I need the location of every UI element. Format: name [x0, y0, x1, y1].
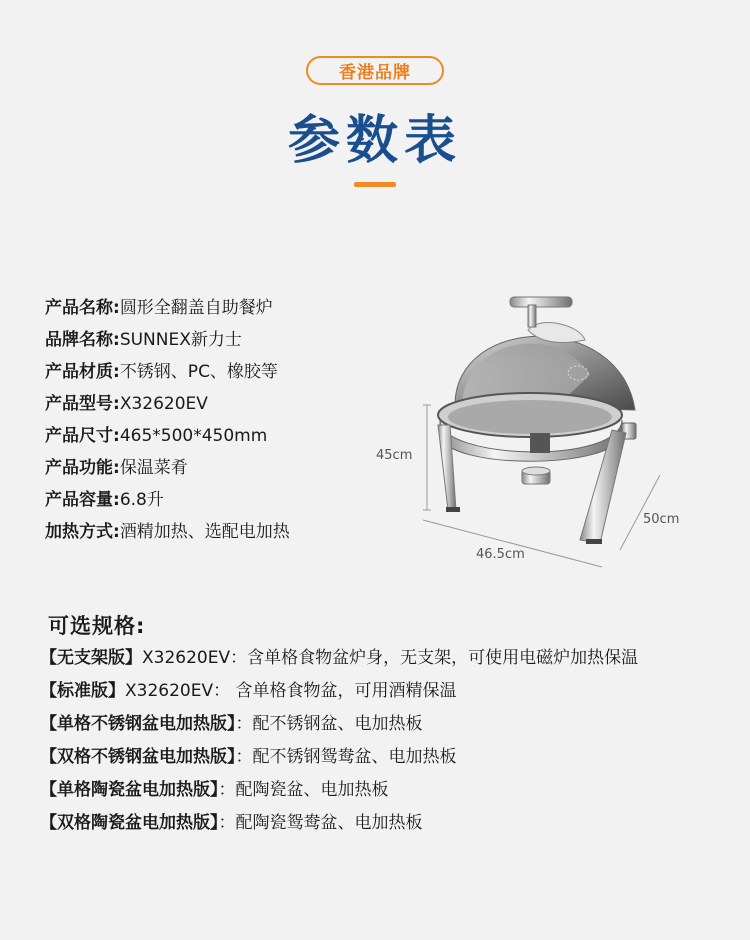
page-title: 参数表 [287, 111, 462, 171]
spec-row-brand [45, 328, 290, 360]
option-item [40, 810, 638, 843]
option-value: X32620EV：含单格食物盆炉身，无支架，可使用电磁炉加热保温 [142, 648, 639, 668]
spec-value: 不锈钢、PC、橡胶等 [119, 362, 278, 382]
spec-value: SUNNEX新力士 [119, 330, 242, 350]
spec-key: 产品名称: [45, 298, 120, 318]
spec-row-capacity [45, 488, 290, 520]
option-value: ：配陶瓷盆、电加热板 [218, 780, 389, 800]
option-item [40, 711, 638, 744]
option-value: ：配不锈钢鸳鸯盆、电加热板 [235, 747, 457, 767]
options-title: 可选规格: [48, 614, 146, 638]
option-key: 【标准版】 [40, 681, 125, 701]
spec-list [45, 296, 290, 552]
option-item [40, 744, 638, 777]
spec-value: X32620EV [119, 394, 208, 414]
option-value: ：配不锈钢盆、电加热板 [235, 714, 423, 734]
brand-badge: 香港品牌 [306, 56, 444, 85]
spec-key: 加热方式: [45, 522, 120, 542]
spec-value: 465*500*450mm [119, 426, 268, 446]
option-item [40, 678, 638, 711]
dimension-width: 46.5cm [476, 547, 525, 562]
chafing-dish-image [360, 285, 710, 575]
spec-row-material [45, 360, 290, 392]
option-item [40, 777, 638, 810]
spec-key: 产品材质: [45, 362, 120, 382]
option-key: 【单格陶瓷盆电加热版】 [40, 780, 219, 800]
spec-row-heating [45, 520, 290, 552]
product-illustration [360, 285, 710, 575]
option-key: 【双格陶瓷盆电加热版】 [40, 813, 219, 833]
option-item [40, 645, 638, 678]
option-key: 【无支架版】 [40, 648, 142, 668]
spec-row-model [45, 392, 290, 424]
spec-key: 品牌名称: [45, 330, 120, 350]
option-value: ：配陶瓷鸳鸯盆、电加热板 [218, 813, 423, 833]
spec-row-size [45, 424, 290, 456]
spec-value: 6.8升 [119, 490, 164, 510]
option-key: 【单格不锈钢盆电加热版】 [40, 714, 236, 734]
spec-key: 产品型号: [45, 394, 120, 414]
spec-value: 保温菜肴 [119, 458, 188, 478]
options-list [40, 645, 638, 843]
title-underline [354, 182, 396, 187]
dimension-height: 45cm [376, 448, 413, 463]
spec-row-name [45, 296, 290, 328]
spec-value: 酒精加热、选配电加热 [119, 522, 290, 542]
spec-key: 产品功能: [45, 458, 120, 478]
spec-key: 产品尺寸: [45, 426, 120, 446]
spec-key: 产品容量: [45, 490, 120, 510]
dimension-depth: 50cm [643, 512, 680, 527]
option-key: 【双格不锈钢盆电加热版】 [40, 747, 236, 767]
spec-row-function [45, 456, 290, 488]
option-value: X32620EV： 含单格食物盆，可用酒精保温 [125, 681, 457, 701]
spec-value: 圆形全翻盖自助餐炉 [119, 298, 273, 318]
